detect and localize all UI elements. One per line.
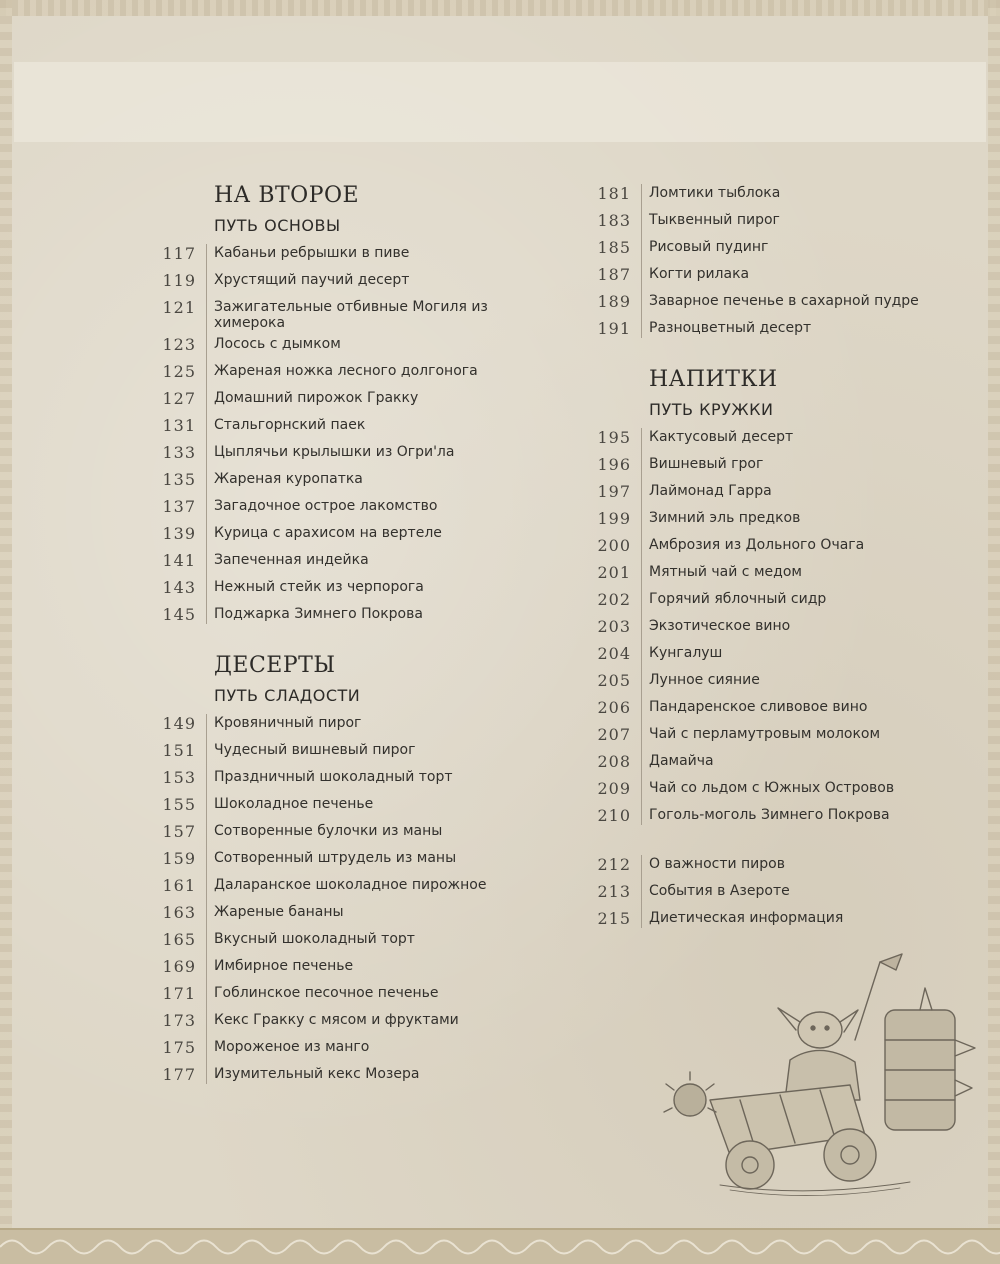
desserts-heading: ДЕСЕРТЫ [214,653,336,678]
page-number: 135 [162,470,196,489]
recipe-title: Тыквенный пирог [649,212,780,228]
recipe-title: Цыплячьи крылышки из Огри'ла [214,444,455,460]
page-number: 208 [597,752,631,771]
page-number: 175 [162,1038,196,1057]
recipe-title: Когти рилака [649,266,750,282]
toc-entry [585,180,945,207]
recipe-title: Мятный чай с медом [649,564,802,580]
left-border [0,0,12,1264]
recipe-title: Чай с перламутровым молоком [649,726,881,742]
toc-entry [150,737,570,764]
page-number: 145 [162,605,196,624]
desserts-continued-list [585,180,945,342]
recipe-title: Гоблинское песочное печенье [214,985,439,1001]
page-number: 213 [597,882,631,901]
recipe-title: Сотворенный штрудель из маны [214,850,457,866]
page-number: 133 [162,443,196,462]
toc-entry [585,640,945,667]
recipe-title: Мороженое из манго [214,1039,370,1055]
recipe-title: Изумительный кекс Мозера [214,1066,420,1082]
page-number: 187 [597,265,631,284]
drinks-subheading: ПУТЬ КРУЖКИ [649,400,774,419]
toc-entry [585,315,945,342]
toc-entry [150,1061,570,1088]
page-number: 151 [162,741,196,760]
recipe-title: Вишневый грог [649,456,764,472]
page-number: 202 [597,590,631,609]
page-number: 189 [597,292,631,311]
page-number: 203 [597,617,631,636]
toc-entry [150,872,570,899]
recipe-title: Экзотическое вино [649,618,791,634]
toc-entry [150,412,570,439]
mains-subheading: ПУТЬ ОСНОВЫ [214,216,341,235]
page-number: 196 [597,455,631,474]
toc-entry [150,493,570,520]
page-number: 141 [162,551,196,570]
toc-entry [150,1007,570,1034]
page-number: 181 [597,184,631,203]
recipe-title: Вкусный шоколадный торт [214,931,415,947]
recipe-title: Даларанское шоколадное пирожное [214,877,487,893]
toc-entry [585,451,945,478]
page-number: 207 [597,725,631,744]
right-border [988,0,1000,1264]
toc-entry [150,926,570,953]
recipe-title: Праздничный шоколадный торт [214,769,453,785]
toc-entry [585,478,945,505]
page-number: 125 [162,362,196,381]
right-column [585,180,945,932]
toc-entry [585,613,945,640]
toc-entry [150,953,570,980]
page-number: 205 [597,671,631,690]
page-number: 161 [162,876,196,895]
page-number: 183 [597,211,631,230]
toc-entry [150,899,570,926]
recipe-title: О важности пиров [649,856,785,872]
toc-entry [150,358,570,385]
recipe-title: Разноцветный десерт [649,320,812,336]
page-number: 153 [162,768,196,787]
recipe-title: Лаймонад Гарра [649,483,772,499]
page-number: 137 [162,497,196,516]
page-number: 209 [597,779,631,798]
ornament-pattern [0,1234,1000,1260]
toc-entry [585,586,945,613]
appendix-entry-list [585,851,945,932]
drinks-heading: НАПИТКИ [649,367,778,392]
recipe-title: Домашний пирожок Гракку [214,390,419,406]
page-number: 200 [597,536,631,555]
page-number: 127 [162,389,196,408]
recipe-title: Дамайча [649,753,714,769]
recipe-title: Лунное сияние [649,672,760,688]
toc-entry [585,559,945,586]
page-number: 165 [162,930,196,949]
page-number: 169 [162,957,196,976]
page-number: 139 [162,524,196,543]
page-number: 185 [597,238,631,257]
page-number: 173 [162,1011,196,1030]
page-number: 121 [162,298,196,317]
recipe-title: Кабаньи ребрышки в пиве [214,245,410,261]
page-number: 206 [597,698,631,717]
recipe-title: Амброзия из Дольного Очага [649,537,865,553]
page-number: 123 [162,335,196,354]
toc-entry [150,601,570,628]
recipe-title: Имбирное печенье [214,958,354,974]
toc-entry [150,385,570,412]
recipe-title: Горячий яблочный сидр [649,591,827,607]
recipe-title: Пандаренское сливовое вино [649,699,868,715]
toc-entry [150,764,570,791]
toc-entry [150,240,570,267]
page-number: 210 [597,806,631,825]
recipe-title: События в Азероте [649,883,790,899]
recipe-title: Кровяничный пирог [214,715,362,731]
recipe-title: Жареная куропатка [214,471,363,487]
page-number: 212 [597,855,631,874]
toc-entry [150,1034,570,1061]
toc-entry [585,802,945,829]
toc-entry [150,818,570,845]
toc-entry [150,845,570,872]
recipe-title: Рисовый пудинг [649,239,769,255]
recipe-title: Кактусовый десерт [649,429,794,445]
top-border [0,0,1000,16]
recipe-title: Нежный стейк из черпорога [214,579,424,595]
recipe-title: Чудесный вишневый пирог [214,742,416,758]
header-stripe [14,62,986,142]
toc-entry [150,267,570,294]
page-number: 191 [597,319,631,338]
page-number: 149 [162,714,196,733]
goblin-vehicle-sketch [650,950,980,1200]
toc-entry [585,748,945,775]
toc-entry [150,980,570,1007]
page-number: 177 [162,1065,196,1084]
recipe-title: Зажигательные отбивные Могиля из химерока [214,299,488,331]
desserts-entry-list [150,710,570,1088]
toc-entry [585,424,945,451]
recipe-title: Гоголь-моголь Зимнего Покрова [649,807,890,823]
recipe-title: Шоколадное печенье [214,796,374,812]
recipe-title: Жареная ножка лесного долгонога [214,363,478,379]
page-number: 215 [597,909,631,928]
toc-entry [150,331,570,358]
recipe-title: Кекс Гракку с мясом и фруктами [214,1012,459,1028]
page-number: 157 [162,822,196,841]
bottom-ornament-border [0,1228,1000,1264]
recipe-title: Ломтики тыблока [649,185,781,201]
page-number: 204 [597,644,631,663]
recipe-title: Запеченная индейка [214,552,369,568]
toc-entry [585,905,945,932]
toc-entry [150,710,570,737]
page-number: 195 [597,428,631,447]
toc-entry [585,694,945,721]
page-number: 155 [162,795,196,814]
page-number: 171 [162,984,196,1003]
recipe-title: Заварное печенье в сахарной пудре [649,293,919,309]
toc-entry [150,791,570,818]
page-number: 197 [597,482,631,501]
recipe-title: Диетическая информация [649,910,844,926]
mains-heading: НА ВТОРОЕ [214,183,360,208]
toc-entry [585,721,945,748]
recipe-title: Зимний эль предков [649,510,801,526]
recipe-title: Хрустящий паучий десерт [214,272,410,288]
page-number: 119 [162,271,196,290]
page-number: 163 [162,903,196,922]
recipe-title: Жареные бананы [214,904,344,920]
recipe-title: Сотворенные булочки из маны [214,823,443,839]
page-number: 199 [597,509,631,528]
toc-entry [585,505,945,532]
recipe-title: Загадочное острое лакомство [214,498,438,514]
toc-entry [150,466,570,493]
recipe-title: Стальгорнский паек [214,417,366,433]
page-number: 143 [162,578,196,597]
toc-entry [585,532,945,559]
toc-entry [585,878,945,905]
toc-entry [585,207,945,234]
toc-entry [585,667,945,694]
toc-entry [150,574,570,601]
desserts-subheading: ПУТЬ СЛАДОСТИ [214,686,361,705]
recipe-title: Чай со льдом с Южных Островов [649,780,895,796]
toc-entry [585,234,945,261]
toc-entry [150,439,570,466]
toc-entry [585,851,945,878]
page-number: 201 [597,563,631,582]
recipe-title: Поджарка Зимнего Покрова [214,606,423,622]
toc-entry [585,261,945,288]
toc-entry [585,775,945,802]
page-number: 131 [162,416,196,435]
drinks-entry-list [585,424,945,829]
mains-entry-list [150,240,570,628]
page-number: 117 [162,244,196,263]
page-number: 159 [162,849,196,868]
recipe-title: Кунгалуш [649,645,723,661]
toc-entry [150,294,570,331]
toc-entry [150,520,570,547]
toc-entry [585,288,945,315]
recipe-title: Курица с арахисом на вертеле [214,525,442,541]
toc-entry [150,547,570,574]
recipe-title: Лосось с дымком [214,336,341,352]
left-column [150,180,570,1088]
